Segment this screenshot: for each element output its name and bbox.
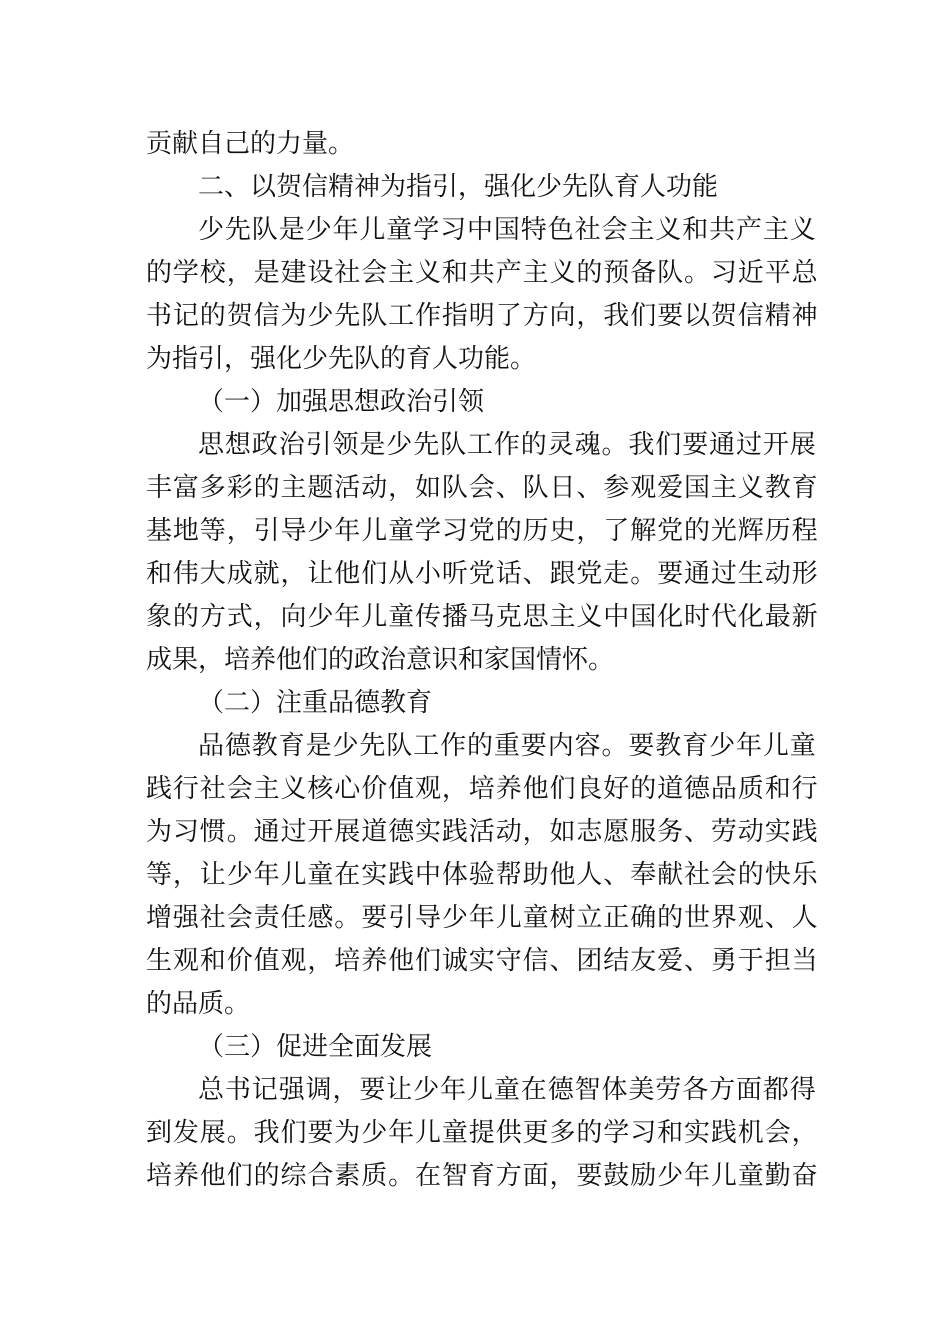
text-line: 为指引，强化少先队的育人功能。 [146, 344, 537, 374]
text-line: 丰富多彩的主题活动，如队会、队日、参观爱国主义教育 [146, 473, 819, 503]
text-line: 象的方式，向少年儿童传播马克思主义中国化时代化最新 [146, 602, 819, 632]
text-line: 生观和价值观，培养他们诚实守信、团结友爱、勇于担当 [146, 946, 819, 976]
text-line: 思想政治引领是少先队工作的灵魂。我们要通过开展 [198, 430, 817, 460]
text-line: 践行社会主义核心价值观，培养他们良好的道德品质和行 [146, 774, 819, 804]
subsection-heading: （二）注重品德教育 [198, 688, 433, 718]
text-line: 的学校，是建设社会主义和共产主义的预备队。习近平总 [146, 258, 819, 288]
text-line: 贡献自己的力量。 [146, 129, 355, 159]
text-line: 少先队是少年儿童学习中国特色社会主义和共产主义 [198, 215, 817, 245]
text-line: 到发展。我们要为少年儿童提供更多的学习和实践机会， [146, 1118, 819, 1148]
text-line: 品德教育是少先队工作的重要内容。要教育少年儿童 [198, 731, 817, 761]
text-line: 等，让少年儿童在实践中体验帮助他人、奉献社会的快乐 [146, 860, 819, 890]
text-line: 为习惯。通过开展道德实践活动，如志愿服务、劳动实践 [146, 817, 819, 847]
subsection-heading: （三）促进全面发展 [198, 1032, 433, 1062]
text-line: 基地等，引导少年儿童学习党的历史，了解党的光辉历程 [146, 516, 819, 546]
text-line: 增强社会责任感。要引导少年儿童树立正确的世界观、人 [146, 903, 819, 933]
text-line: 和伟大成就，让他们从小听党话、跟党走。要通过生动形 [146, 559, 819, 589]
text-line: 书记的贺信为少先队工作指明了方向，我们要以贺信精神 [146, 301, 819, 331]
text-line: 总书记强调，要让少年儿童在德智体美劳各方面都得 [198, 1075, 817, 1105]
text-line: 成果，培养他们的政治意识和家国情怀。 [146, 645, 615, 675]
section-heading: 二、以贺信精神为指引，强化少先队育人功能 [198, 172, 719, 202]
text-line: 的品质。 [146, 989, 251, 1019]
text-line: 培养他们的综合素质。在智育方面，要鼓励少年儿童勤奋 [146, 1161, 819, 1191]
subsection-heading: （一）加强思想政治引领 [198, 387, 485, 417]
